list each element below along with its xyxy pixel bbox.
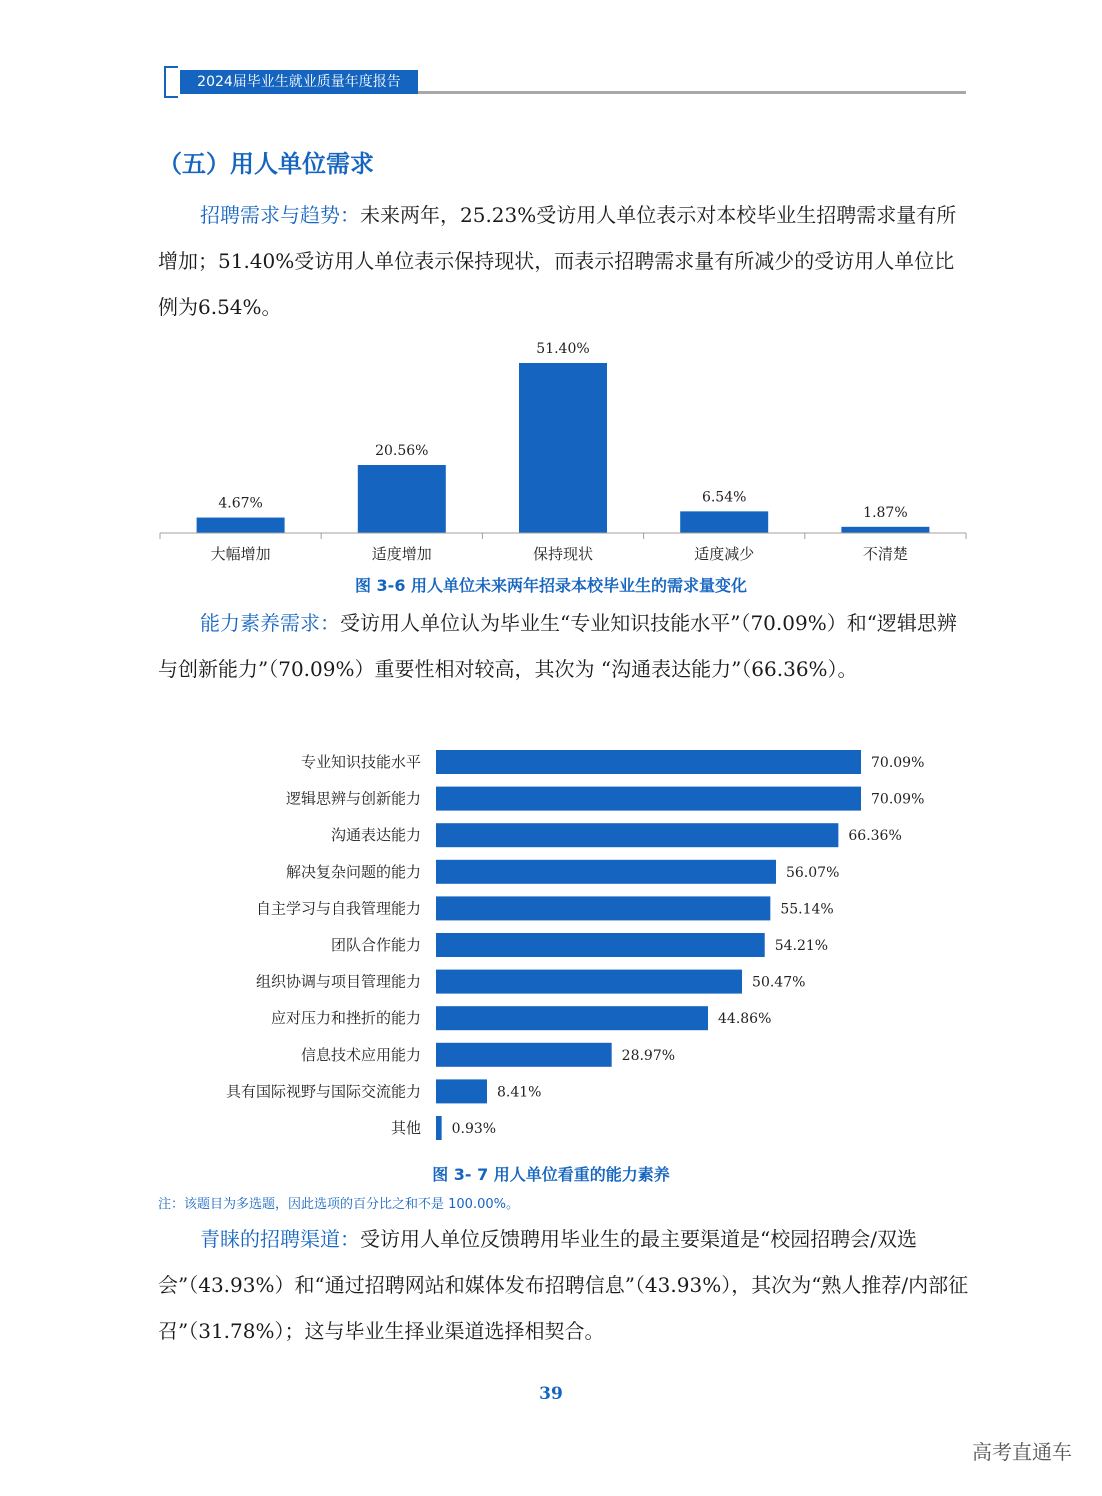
chart2-bar xyxy=(436,823,838,847)
chart1-data-label: 6.54% xyxy=(701,489,747,506)
chart1-category-label: 适度减少 xyxy=(694,545,755,563)
chart2-bar xyxy=(436,896,770,920)
paragraph-text: 受访用人单位认为毕业生“专业知识技能水平”（70.09%）和“逻辑思辨与创新能力”（70.09%）重要性相对较高，其次为 “沟通表达能力”（66.36%）。 xyxy=(158,611,957,681)
chart2-data-label: 50.47% xyxy=(752,974,806,991)
figure-caption-3-6: 图 3-6 用人单位未来两年招录本校毕业生的需求量变化 xyxy=(354,576,748,595)
chart2-bar xyxy=(436,933,765,957)
chart2-category-label: 解决复杂问题的能力 xyxy=(285,862,421,881)
chart2-bar xyxy=(436,1006,708,1030)
paragraph-text: 受访用人单位反馈聘用毕业生的最主要渠道是“校园招聘会/双选会”（43.93%）和“通过招聘网站和媒体发布招聘信息”（43.93%），其次为“熟人推荐/内部征召”（31.78%）；这与毕业生择业渠道选择相契合。 xyxy=(158,1227,969,1343)
chart1-category-label: 保持现状 xyxy=(532,545,594,563)
chart2-category-label: 具有国际视野与国际交流能力 xyxy=(225,1082,421,1101)
chart2-data-label: 70.09% xyxy=(871,791,925,808)
chart2-data-label: 28.97% xyxy=(621,1047,676,1064)
chart2-category-label: 信息技术应用能力 xyxy=(300,1045,421,1064)
chart2-bar xyxy=(436,1043,612,1067)
chart2-data-label: 54.21% xyxy=(774,938,829,954)
paragraph-text: 未来两年，25.23%受访用人单位表示对本校毕业生招聘需求量有所增加；51.40%受访用人单位表示保持现状，而表示招聘需求量有所减少的受访用人单位比例为6.54%。 xyxy=(158,203,957,319)
chart2-category-label: 自主学习与自我管理能力 xyxy=(255,899,421,918)
chart2-data-label: 70.09% xyxy=(871,755,925,771)
chart2-data-label: 8.41% xyxy=(496,1084,542,1101)
chart2-category-label: 其他 xyxy=(390,1119,421,1137)
chart2-category-label: 应对压力和挫折的能力 xyxy=(270,1009,421,1028)
chart2-bar xyxy=(436,860,776,884)
chart2-data-label: 55.14% xyxy=(780,901,834,918)
chart1-data-label: 4.67% xyxy=(218,495,263,512)
chart2-bar xyxy=(436,787,861,811)
chart2-data-label: 56.07% xyxy=(785,864,840,881)
chart2-category-label: 团队合作能力 xyxy=(330,936,421,954)
figure-note: 注：该题目为多选题，因此选项的百分比之和不是 100.00%。 xyxy=(158,1197,519,1212)
paragraph-lead: 青睐的招聘渠道： xyxy=(200,1227,360,1251)
report-header-title: 2024届毕业生就业质量年度报告 xyxy=(180,70,418,94)
page-number: 39 xyxy=(539,1384,563,1404)
chart1-data-label: 1.87% xyxy=(863,504,908,521)
chart1-category-label: 大幅增加 xyxy=(210,545,271,563)
chart1-category-label: 不清楚 xyxy=(862,545,908,563)
chart2-category-label: 沟通表达能力 xyxy=(330,826,421,845)
chart2-bar xyxy=(436,1116,442,1140)
chart1-data-label: 51.40% xyxy=(536,341,590,357)
chart1-category-label: 适度增加 xyxy=(371,545,432,563)
chart2-bar xyxy=(436,1079,487,1103)
paragraph-lead: 招聘需求与趋势： xyxy=(200,203,360,227)
chart2-bars xyxy=(226,750,924,1140)
chart2-category-label: 逻辑思辨与创新能力 xyxy=(285,789,421,808)
chart2-bar xyxy=(436,750,861,774)
paragraph-lead: 能力素养需求： xyxy=(200,611,340,635)
watermark-text: 高考直通车 xyxy=(972,1440,1072,1464)
chart2-data-label: 0.93% xyxy=(451,1121,497,1137)
paragraph-recruitment-channels xyxy=(158,1216,974,1354)
chart2-data-label: 44.86% xyxy=(718,1011,772,1028)
chart2-category-label: 专业知识技能水平 xyxy=(300,753,421,771)
chart2-data-label: 66.36% xyxy=(848,828,902,845)
section-title: （五）用人单位需求 xyxy=(158,150,374,178)
chart2-category-label: 组织协调与项目管理能力 xyxy=(255,972,421,991)
chart2-bar xyxy=(436,970,742,994)
figure-caption-3-7: 图 3- 7 用人单位看重的能力素养 xyxy=(432,1165,670,1184)
chart1-data-label: 20.56% xyxy=(375,443,429,459)
